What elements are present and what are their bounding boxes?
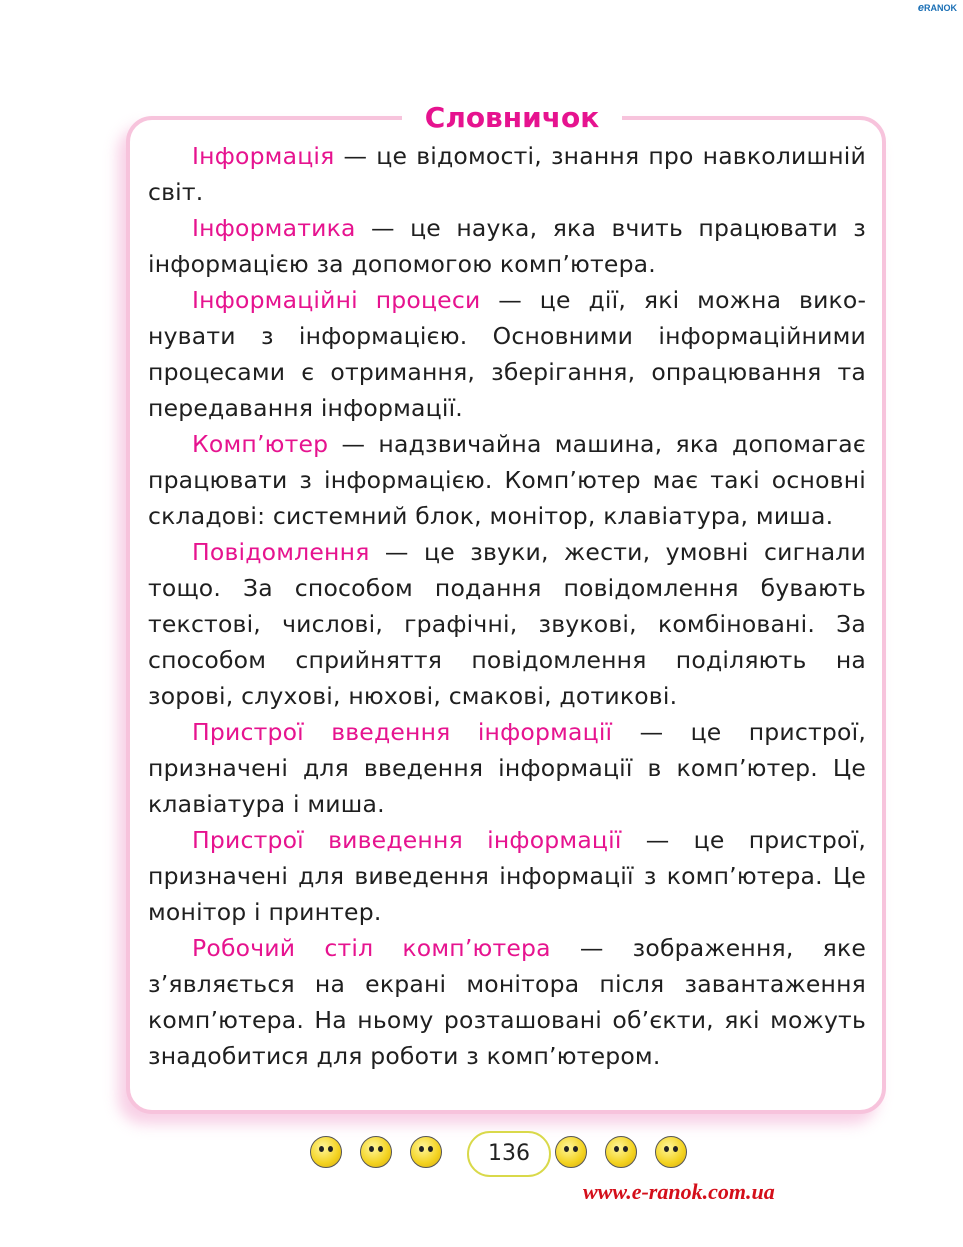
term: Інформаційні процеси (192, 286, 481, 314)
publisher-logo: eRANOK (917, 2, 957, 14)
glossary-entry (148, 822, 866, 930)
definition: — це наука, яка вчить працювати з інформацією за допомогою комп’ютера. (148, 214, 866, 278)
glossary-body (148, 138, 866, 1074)
definition: — це пристрої, призначені для введення інформації в комп’ютер. Це клавіатура і миша. (148, 718, 867, 818)
glossary-entry (148, 138, 866, 210)
definition: — це відомості, знання про навколишній світ. (148, 142, 866, 206)
mascot-icon (360, 1136, 392, 1168)
glossary-entry (148, 426, 866, 534)
definition: — надзвичайна машина, яка допомагає працювати з інформацією. Комп’ютер має такі основні складові: системний блок, монітор, клавіатура, миша. (148, 430, 866, 530)
glossary-entry (148, 930, 866, 1074)
glossary-title: Словничок (402, 98, 622, 138)
term: Пристрої введення інформації (192, 718, 613, 746)
mascot-icon (655, 1136, 687, 1168)
mascot-illustrations-right (555, 1136, 705, 1172)
glossary-entry (148, 282, 866, 426)
definition: — це дії, які можна виконувати з інформацією. Основними інформаційними процесами є отримання, зберігання, опрацювання та передавання інформації. (148, 286, 866, 422)
mascot-icon (555, 1136, 587, 1168)
glossary-entry (148, 534, 866, 714)
term: Інформатика (192, 214, 356, 242)
term: Комп’ютер (192, 430, 329, 458)
glossary-entry (148, 714, 866, 822)
term: Інформація (192, 142, 335, 170)
mascot-illustrations-left (310, 1136, 460, 1172)
term: Повідомлення (192, 538, 370, 566)
mascot-icon (605, 1136, 637, 1168)
publisher-url[interactable]: www.e-ranok.com.ua (583, 1179, 775, 1204)
term: Робочий стіл комп’ютера (192, 934, 551, 962)
definition: — це звуки, жести, умовні сигнали тощо. За способом подання повідомлення бувають текстові, числові, графічні, звукові, комбіновані. За способом сприйняття повідомлення поділяють на зорові, слухові, нюхові, смакові, дотикові. (148, 538, 866, 710)
mascot-icon (310, 1136, 342, 1168)
page-number: 136 (467, 1131, 551, 1177)
mascot-icon (410, 1136, 442, 1168)
definition: — зображення, яке з’являється на екрані монітора після завантаження комп’ютера. На ньому розташовані об’єкти, які можуть знадобитися для роботи з комп’ютером. (148, 934, 866, 1070)
glossary-entry (148, 210, 866, 282)
term: Пристрої виведення інформації (192, 826, 622, 854)
definition: — це пристрої, призначені для виведення інформації з комп’ютера. Це монітор і принтер. (148, 826, 867, 926)
